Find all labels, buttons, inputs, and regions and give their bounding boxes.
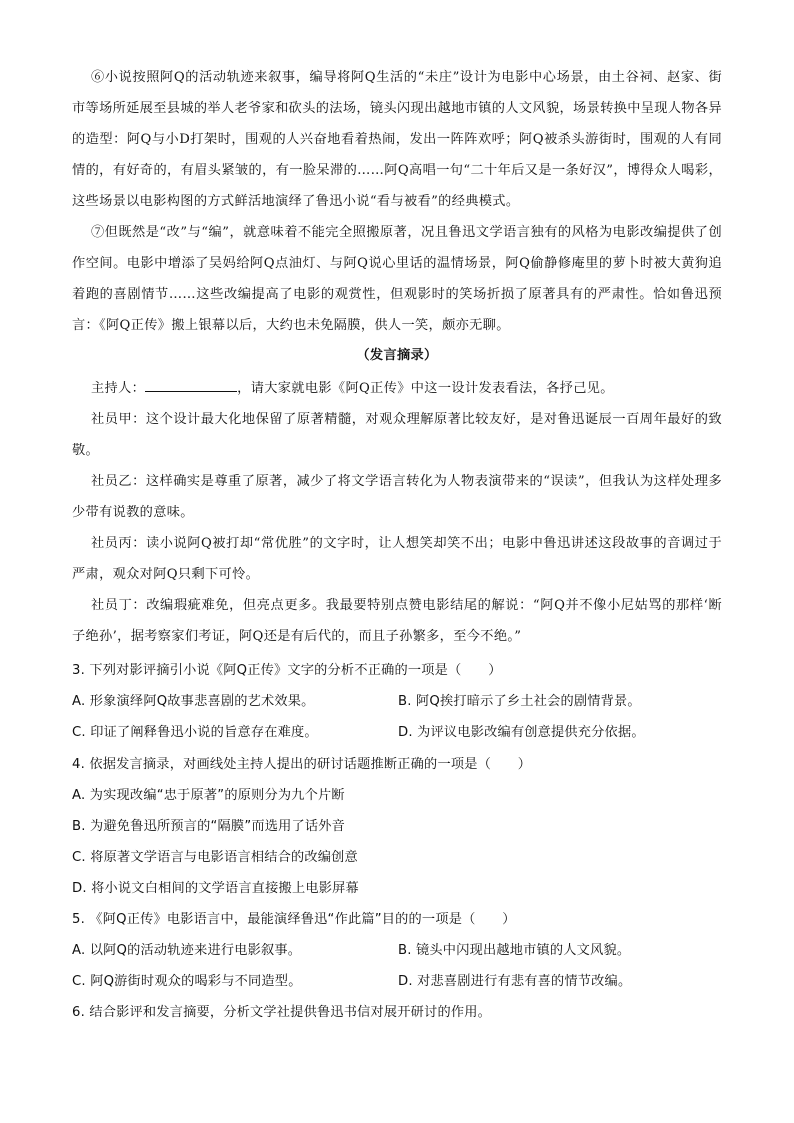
question-5-option-c: C. 阿Q游街时观众的喝彩与不同造型。 (72, 974, 302, 989)
question-3-option-a: A. 形象演绎阿Q故事悲喜剧的艺术效果。 (72, 694, 315, 709)
member-d-remark: 社员丁：改编瑕疵难免，但亮点更多。我最要特别点赞电影结尾的解说：“阿Q并不像小尼姑骂的那样‘断子绝孙’，据考察家们考证，阿Q还是有后代的，而且子孙繁多，至今不绝。” (72, 598, 722, 644)
passage-paragraph-7: ⑦但既然是“改”与“编”，就意味着不能完全照搬原著，况且鲁迅文学语言独有的风格为电影改编提供了创作空间。电影中增添了吴妈给阿Q点油灯、与阿Q说心里话的温情场景，阿Q偷静修庵里的萝卜时被大黄狗追着跑的喜剧情节……这些改编提高了电影的观赏性，但观影时的笑场折损了原著具有的严肃性。恰如鲁迅预言：《阿Q正传》搬上银幕以后，大约也未免隔膜，供人一笑，颇亦无聊。 (72, 225, 722, 333)
question-4-option-c: C. 将原著文学语言与电影语言相结合的改编创意 (72, 850, 358, 865)
question-6-stem: 6. 结合影评和发言摘要，分析文学社提供鲁迅书信对展开研讨的作用。 (72, 1005, 491, 1020)
question-5-option-a: A. 以阿Q的活动轨迹来进行电影叙事。 (72, 943, 302, 958)
question-4-option-b: B. 为避免鲁迅所预言的“隔膜”而选用了话外音 (72, 819, 346, 834)
host-suffix: ，请大家就电影《阿Q正传》中这一设计发表看法，各抒己见。 (237, 381, 614, 396)
question-3-stem: 3. 下列对影评摘引小说《阿Q正传》文字的分析不正确的一项是（ ） (72, 663, 502, 678)
question-3-option-d: D. 为评议电影改编有创意提供充分依据。 (398, 725, 645, 740)
question-5-option-b: B. 镜头中闪现出越地市镇的人文风貌。 (398, 943, 631, 958)
member-c-remark: 社员丙：读小说阿Q被打却“常优胜”的文字时，让人想笑却笑不出；电影中鲁迅讲述这段故事的音调过于严肃，观众对阿Q只剩下可怜。 (72, 536, 722, 582)
question-3-option-b: B. 阿Q挨打暗示了乡土社会的剧情背景。 (398, 694, 641, 709)
host-blank-underline (145, 378, 237, 392)
host-line (91, 373, 614, 404)
question-4-option-d: D. 将小说文白相间的文学语言直接搬上电影屏幕 (72, 881, 359, 896)
question-3-option-c: C. 印证了阐释鲁迅小说的旨意存在难度。 (72, 725, 318, 740)
member-a-remark: 社员甲：这个设计最大化地保留了原著精髓，对观众理解原著比较友好，是对鲁迅诞辰一百周年最好的致敬。 (72, 412, 722, 458)
question-5-option-d: D. 对悲喜剧进行有悲有喜的情节改编。 (398, 974, 632, 989)
member-b-remark: 社员乙：这样确实是尊重了原著，减少了将文学语言转化为人物表演带来的“误读”，但我认为这样处理多少带有说教的意味。 (72, 474, 722, 520)
host-prefix: 主持人： (91, 381, 146, 396)
speech-heading: （发言摘录） (356, 348, 438, 363)
passage-paragraph-6: ⑥小说按照阿Q的活动轨迹来叙事，编导将阿Q生活的“未庄”设计为电影中心场景，由土谷祠、赵家、街市等场所延展至县城的举人老爷家和砍头的法场，镜头闪现出越地市镇的人文风貌，场景转换中呈现人物各异的造型：阿Q与小D打架时，围观的人兴奋地看着热闹，发出一阵阵欢呼；阿Q被杀头游街时，围观的人有同情的，有好奇的，有眉头紧皱的，有一脸呆滞的……阿Q高唱一句“二十年后又是一条好汉”，博得众人喝彩，这些场景以电影构图的方式鲜活地演绎了鲁迅小说“看与被看”的经典模式。 (72, 70, 722, 209)
question-4-stem: 4. 依据发言摘录，对画线处主持人提出的研讨话题推断正确的一项是（ ） (72, 757, 532, 772)
question-4-option-a: A. 为实现改编“忠于原著”的原则分为九个片断 (72, 788, 345, 803)
question-5-stem: 5. 《阿Q正传》电影语言中，最能演绎鲁迅“作此篇”目的的一项是（ ） (72, 912, 516, 927)
